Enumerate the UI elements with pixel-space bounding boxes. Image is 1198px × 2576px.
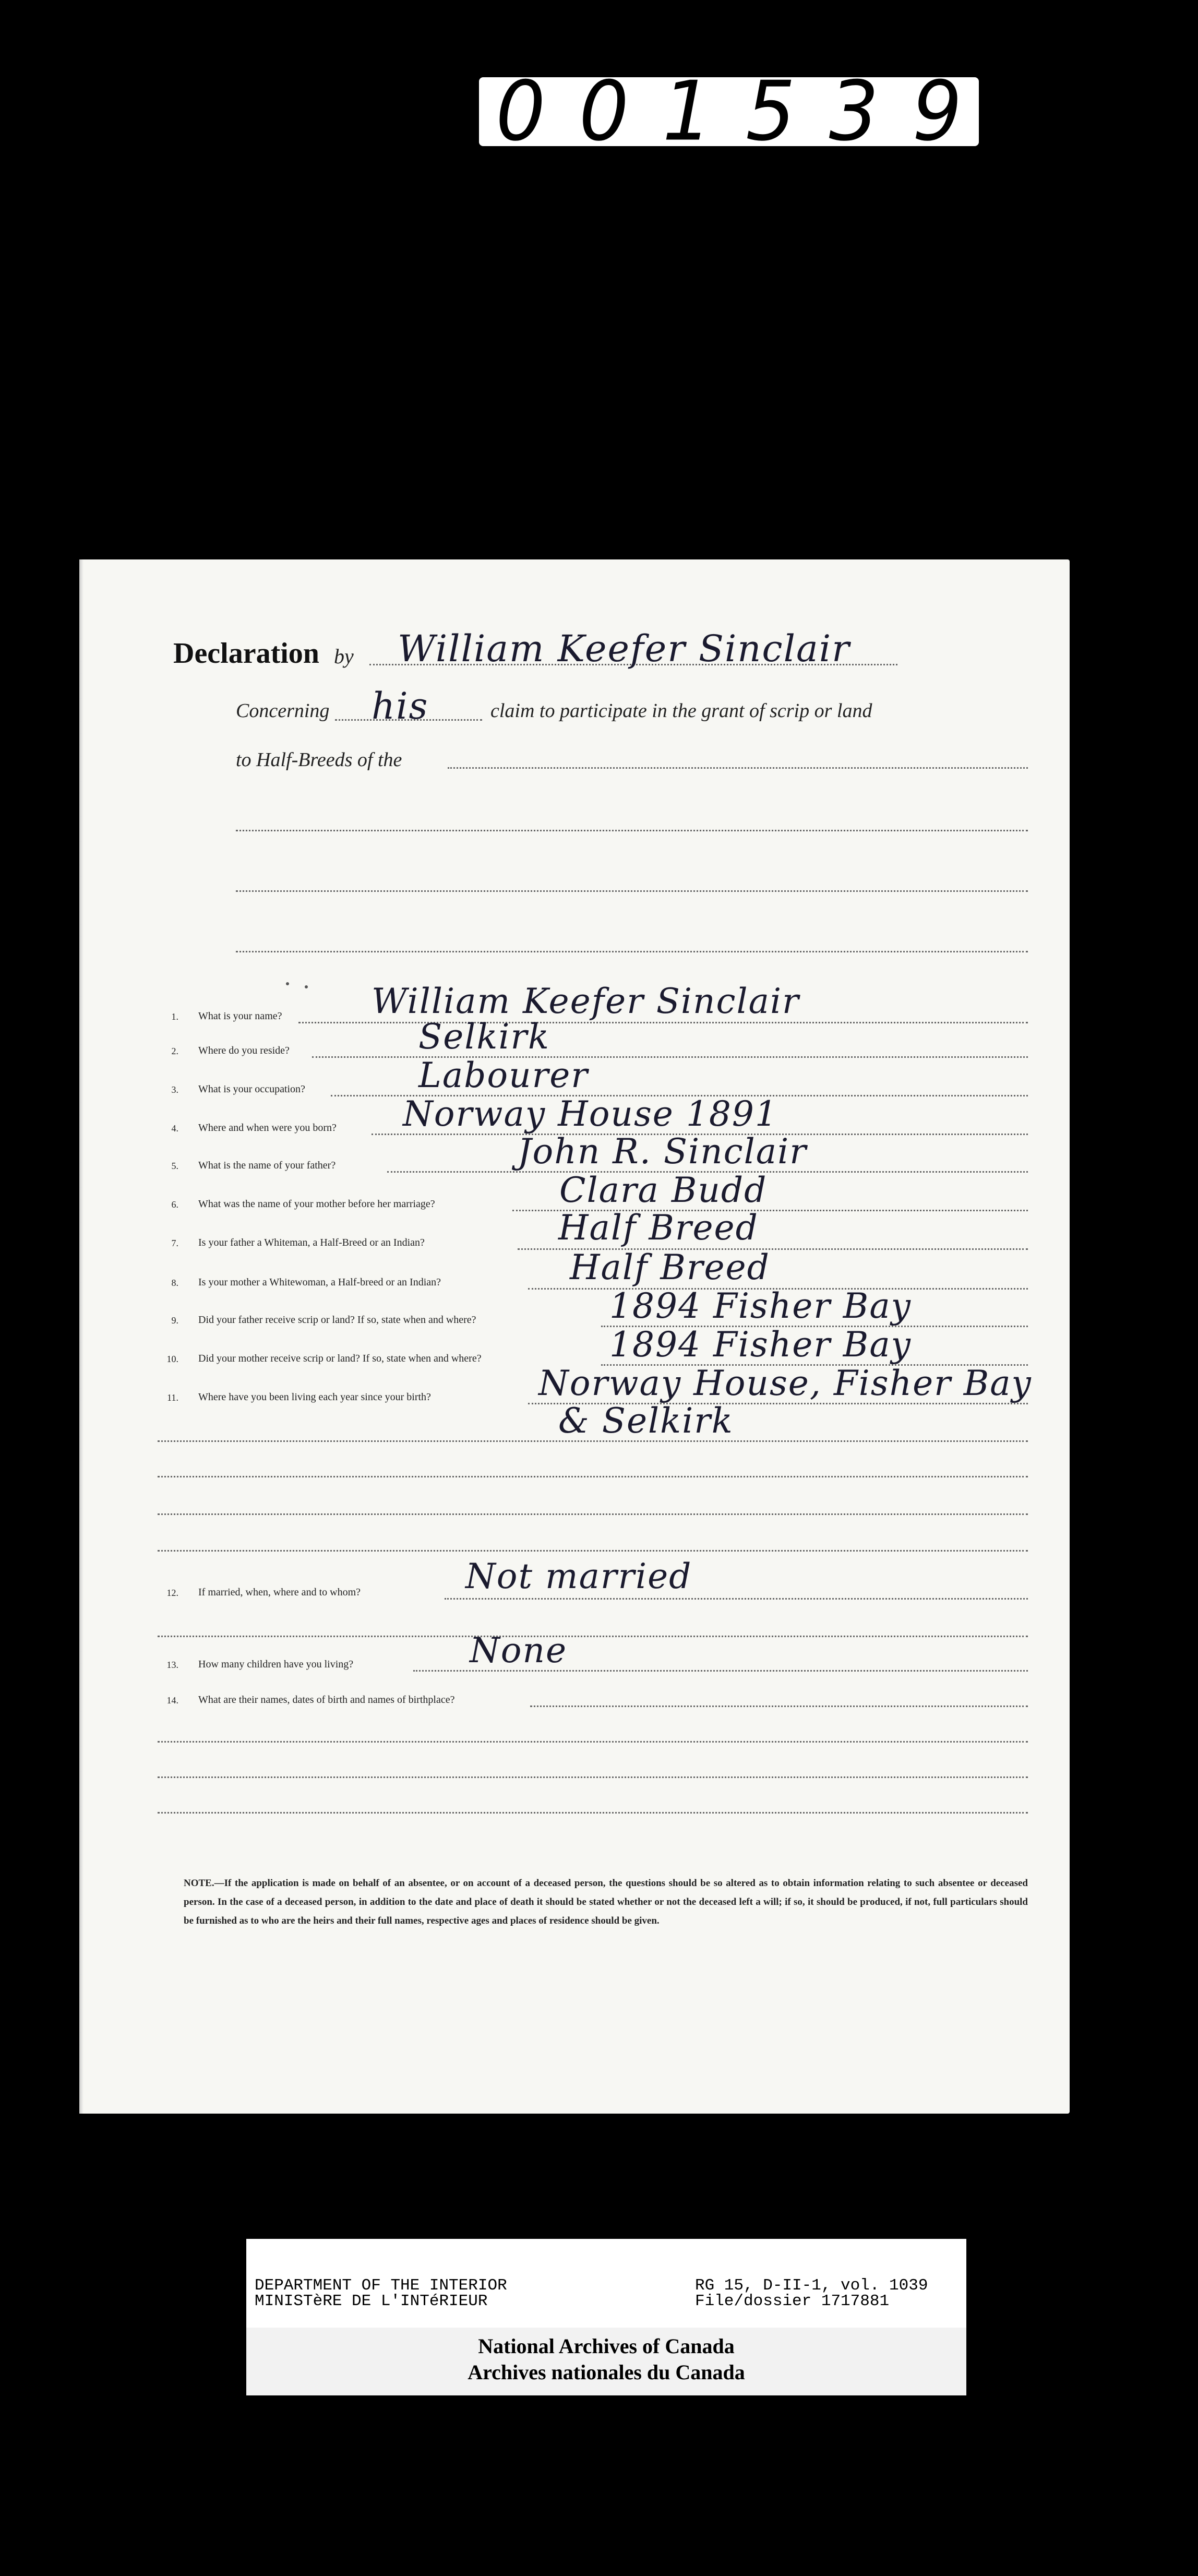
question-number: 13. <box>166 1660 178 1670</box>
question-text: What is your name? <box>198 1010 282 1022</box>
frame-digit: 5 <box>746 64 796 160</box>
question-text: Where and when were you born? <box>198 1122 337 1134</box>
answer-residence: Selkirk <box>418 1017 550 1057</box>
halfbreeds-line <box>448 767 1028 769</box>
answer-marriage: Not married <box>465 1556 692 1596</box>
question-number: 12. <box>166 1588 178 1598</box>
blank-line <box>158 1776 1028 1778</box>
department-fr: MINISTèRE DE L'INTéRIEUR <box>255 2292 488 2310</box>
frame-number <box>479 64 979 160</box>
question-number: 4. <box>171 1123 178 1134</box>
application-note: NOTE.—If the application is made on behalf of an absentee, or on account of a deceased person, the questions should be so altered as to obtain information relating to such absentee or deceased person. In the case of a deceased person, in addition to the date and place of death it should be stated whether or not the deceased left a will; if so, it should be produced, if not, full particulars should be furnished as to who are the heirs and their full names, respective ages and places of residence should be given. <box>184 1878 1028 1926</box>
question-number: 11. <box>167 1392 178 1403</box>
halfbreeds-label: to Half-Breeds of the <box>236 749 402 771</box>
frame-digit: 0 <box>496 64 546 160</box>
question-text: Did your father receive scrip or land? If so, state when and where? <box>198 1314 476 1326</box>
answer-children: None <box>470 1630 568 1671</box>
frame-digit: 1 <box>662 64 712 160</box>
answer-line <box>530 1706 1028 1707</box>
answer-line <box>298 1022 1028 1023</box>
answer-residence-history: Norway House, Fisher Bay <box>538 1363 1032 1403</box>
question-number: 14. <box>166 1695 178 1706</box>
blank-line <box>158 1741 1028 1743</box>
question-text: What was the name of your mother before her marriage? <box>198 1198 435 1210</box>
frame-digit: 9 <box>912 64 962 160</box>
archives-name-label <box>246 2328 966 2395</box>
frame-digit: 3 <box>829 64 879 160</box>
question-number: 2. <box>171 1046 178 1056</box>
answer-mother: Clara Budd <box>559 1170 768 1210</box>
question-text: If married, when, where and to whom? <box>198 1587 361 1598</box>
paper-speck <box>305 985 308 988</box>
question-text: Where have you been living each year since your birth? <box>198 1391 431 1403</box>
archives-name-fr: Archives nationales du Canada <box>468 2360 745 2384</box>
declaration-sheet <box>79 559 1070 2114</box>
blank-line <box>158 1812 1028 1814</box>
answer-mother-scrip: 1894 Fisher Bay <box>609 1325 912 1365</box>
question-text: How many children have you living? <box>198 1659 354 1670</box>
question-number: 5. <box>171 1161 178 1171</box>
claim-text: claim to participate in the grant of scrip or land <box>490 700 872 722</box>
paper-speck <box>286 982 289 985</box>
answer-father-origin: Half Breed <box>558 1208 759 1248</box>
question-text: Is your father a Whiteman, a Half-Breed or an Indian? <box>198 1237 425 1248</box>
answer-father: John R. Sinclair <box>518 1131 807 1172</box>
answer-name: William Keefer Sinclair <box>372 981 800 1021</box>
question-number: 9. <box>171 1315 178 1326</box>
declaration-title: Declaration <box>173 637 319 670</box>
blank-line <box>236 890 1028 892</box>
blank-line <box>158 1636 1028 1637</box>
sheet-edge-shadow <box>79 559 83 2114</box>
question-number: 3. <box>171 1084 178 1095</box>
by-label: by <box>334 645 354 668</box>
question-text: Did your mother receive scrip or land? If so, state when and where? <box>198 1353 482 1364</box>
pronoun-answer: his <box>372 685 429 728</box>
declarant-name: William Keefer Sinclair <box>398 627 850 670</box>
question-text: What is your occupation? <box>198 1083 305 1095</box>
question-number: 7. <box>171 1238 178 1248</box>
answer-occupation: Labourer <box>418 1055 589 1095</box>
question-number: 1. <box>171 1011 178 1022</box>
question-text: What is the name of your father? <box>198 1160 336 1171</box>
question-text: What are their names, dates of birth and names of birthplace? <box>198 1694 455 1706</box>
question-text: Is your mother a Whitewoman, a Half-breed or an Indian? <box>198 1277 441 1288</box>
frame-digit: 0 <box>579 64 629 160</box>
blank-line <box>158 1513 1028 1515</box>
archive-reference-label <box>246 2239 966 2328</box>
answer-line <box>445 1598 1028 1600</box>
blank-line <box>236 951 1028 952</box>
record-group-reference: RG 15, D-II-1, vol. 1039 <box>695 2276 928 2295</box>
blank-line <box>158 1476 1028 1477</box>
question-number: 6. <box>171 1199 178 1210</box>
answer-residence-history-cont: & Selkirk <box>558 1401 734 1441</box>
question-number: 10. <box>166 1354 178 1364</box>
answer-mother-origin: Half Breed <box>570 1247 770 1287</box>
answer-father-scrip: 1894 Fisher Bay <box>609 1286 912 1326</box>
answer-birth: Norway House 1891 <box>403 1094 778 1134</box>
question-text: Where do you reside? <box>198 1045 290 1056</box>
file-number: File/dossier 1717881 <box>695 2292 890 2310</box>
blank-line <box>158 1550 1028 1552</box>
concerning-label: Concerning <box>236 700 330 722</box>
archives-name-en: National Archives of Canada <box>478 2334 735 2358</box>
department-en: DEPARTMENT OF THE INTERIOR <box>255 2276 507 2295</box>
question-number: 8. <box>171 1278 178 1288</box>
blank-line <box>236 830 1028 831</box>
